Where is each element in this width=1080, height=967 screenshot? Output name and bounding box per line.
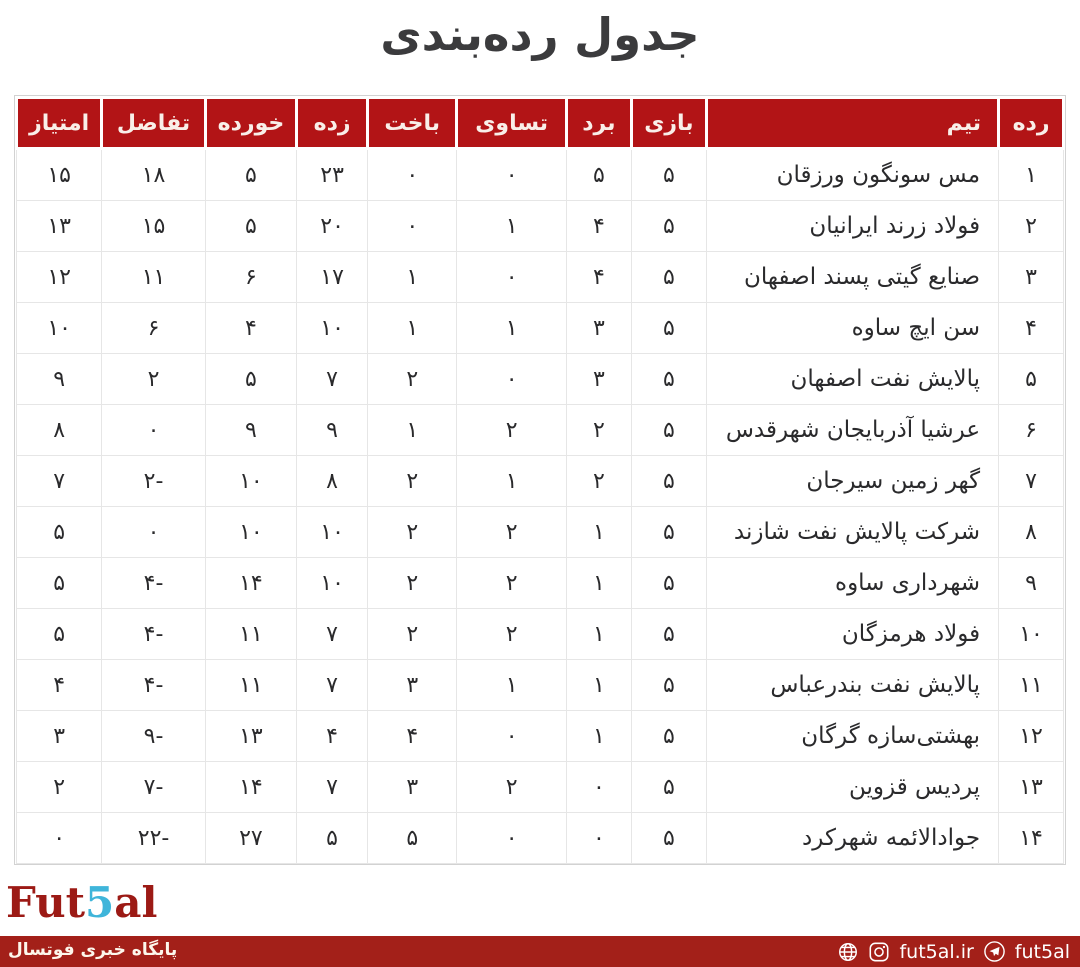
losses-cell: ۲ <box>368 354 457 405</box>
table-row <box>17 405 1064 456</box>
globe-icon[interactable] <box>837 941 859 963</box>
wins-cell: ۵ <box>566 149 631 201</box>
goals-for-cell: ۲۳ <box>297 149 368 201</box>
losses-cell: ۲ <box>368 456 457 507</box>
goals-against-cell: ۱۰ <box>205 507 296 558</box>
rank-cell: ۱۱ <box>999 660 1064 711</box>
played-cell: ۵ <box>631 507 706 558</box>
points-cell: ۵ <box>17 609 102 660</box>
page-title: جدول رده‌بندی <box>380 8 700 61</box>
goals-against-cell: ۱۳ <box>205 711 296 762</box>
standings-table <box>15 96 1065 864</box>
draws-cell: ۱ <box>457 660 567 711</box>
team-cell: جوادالائمه شهرکرد <box>706 813 998 864</box>
table-header <box>17 98 1064 149</box>
logo-text-5: 5 <box>85 878 115 927</box>
rank-cell: ۱۲ <box>999 711 1064 762</box>
goals-against-cell: ۲۷ <box>205 813 296 864</box>
losses-cell: ۳ <box>368 762 457 813</box>
draws-cell: ۲ <box>457 507 567 558</box>
goals-for-cell: ۸ <box>297 456 368 507</box>
wins-cell: ۳ <box>566 354 631 405</box>
team-cell: مس سونگون ورزقان <box>706 149 998 201</box>
header-losses: باخت <box>368 98 457 149</box>
goal-diff-cell: ۱۱ <box>102 252 205 303</box>
rank-cell: ۱ <box>999 149 1064 201</box>
fut5al-logo <box>6 880 157 926</box>
played-cell: ۵ <box>631 456 706 507</box>
rank-cell: ۱۴ <box>999 813 1064 864</box>
draws-cell: ۱ <box>457 201 567 252</box>
rank-cell: ۷ <box>999 456 1064 507</box>
header-row <box>17 98 1064 149</box>
standings-body <box>17 149 1064 864</box>
draws-cell: ۰ <box>457 354 567 405</box>
goal-diff-cell: ۰ <box>102 405 205 456</box>
wins-cell: ۰ <box>566 762 631 813</box>
rank-cell: ۱۰ <box>999 609 1064 660</box>
table-row <box>17 660 1064 711</box>
goals-for-cell: ۱۷ <box>297 252 368 303</box>
table-row <box>17 609 1064 660</box>
table-row <box>17 507 1064 558</box>
points-cell: ۱۲ <box>17 252 102 303</box>
draws-cell: ۱ <box>457 456 567 507</box>
header-rank: رده <box>999 98 1064 149</box>
played-cell: ۵ <box>631 354 706 405</box>
logo-text-fut: Fut <box>6 878 86 927</box>
goals-against-cell: ۱۴ <box>205 762 296 813</box>
points-cell: ۲ <box>17 762 102 813</box>
goals-against-cell: ۱۰ <box>205 456 296 507</box>
points-cell: ۰ <box>17 813 102 864</box>
team-cell: پردیس قزوین <box>706 762 998 813</box>
losses-cell: ۴ <box>368 711 457 762</box>
losses-cell: ۲ <box>368 558 457 609</box>
points-cell: ۳ <box>17 711 102 762</box>
goals-against-cell: ۱۱ <box>205 660 296 711</box>
goal-diff-cell: ۴- <box>102 609 205 660</box>
draws-cell: ۲ <box>457 762 567 813</box>
wins-cell: ۰ <box>566 813 631 864</box>
goal-diff-cell: ۹- <box>102 711 205 762</box>
footer-social <box>837 936 1070 967</box>
goals-against-cell: ۶ <box>205 252 296 303</box>
played-cell: ۵ <box>631 558 706 609</box>
played-cell: ۵ <box>631 252 706 303</box>
losses-cell: ۲ <box>368 507 457 558</box>
wins-cell: ۲ <box>566 456 631 507</box>
losses-cell: ۳ <box>368 660 457 711</box>
wins-cell: ۴ <box>566 252 631 303</box>
losses-cell: ۲ <box>368 609 457 660</box>
points-cell: ۴ <box>17 660 102 711</box>
played-cell: ۵ <box>631 660 706 711</box>
played-cell: ۵ <box>631 711 706 762</box>
wins-cell: ۳ <box>566 303 631 354</box>
logo-text-al: al <box>114 878 158 927</box>
wins-cell: ۱ <box>566 660 631 711</box>
points-cell: ۱۰ <box>17 303 102 354</box>
draws-cell: ۲ <box>457 558 567 609</box>
wins-cell: ۴ <box>566 201 631 252</box>
points-cell: ۱۳ <box>17 201 102 252</box>
header-draws: تساوی <box>457 98 567 149</box>
goal-diff-cell: ۴- <box>102 660 205 711</box>
played-cell: ۵ <box>631 813 706 864</box>
played-cell: ۵ <box>631 609 706 660</box>
points-cell: ۵ <box>17 507 102 558</box>
instagram-icon[interactable] <box>868 941 890 963</box>
rank-cell: ۸ <box>999 507 1064 558</box>
header-goals-for: زده <box>297 98 368 149</box>
table-row <box>17 354 1064 405</box>
header-points: امتیاز <box>17 98 102 149</box>
draws-cell: ۱ <box>457 303 567 354</box>
played-cell: ۵ <box>631 149 706 201</box>
rank-cell: ۳ <box>999 252 1064 303</box>
goals-against-cell: ۱۱ <box>205 609 296 660</box>
points-cell: ۱۵ <box>17 149 102 201</box>
wins-cell: ۲ <box>566 405 631 456</box>
played-cell: ۵ <box>631 201 706 252</box>
goal-diff-cell: ۱۵ <box>102 201 205 252</box>
goal-diff-cell: ۴- <box>102 558 205 609</box>
losses-cell: ۱ <box>368 252 457 303</box>
goals-against-cell: ۵ <box>205 201 296 252</box>
goals-for-cell: ۷ <box>297 609 368 660</box>
table-row <box>17 303 1064 354</box>
table-row <box>17 201 1064 252</box>
team-cell: شرکت پالایش نفت شازند <box>706 507 998 558</box>
wins-cell: ۱ <box>566 609 631 660</box>
played-cell: ۵ <box>631 303 706 354</box>
goal-diff-cell: ۲۲- <box>102 813 205 864</box>
goal-diff-cell: ۰ <box>102 507 205 558</box>
team-cell: صنایع گیتی پسند اصفهان <box>706 252 998 303</box>
wins-cell: ۱ <box>566 507 631 558</box>
goals-for-cell: ۵ <box>297 813 368 864</box>
draws-cell: ۲ <box>457 405 567 456</box>
goals-for-cell: ۱۰ <box>297 558 368 609</box>
wins-cell: ۱ <box>566 711 631 762</box>
wins-cell: ۱ <box>566 558 631 609</box>
team-cell: پالایش نفت بندرعباس <box>706 660 998 711</box>
goals-for-cell: ۱۰ <box>297 507 368 558</box>
goal-diff-cell: ۲- <box>102 456 205 507</box>
goal-diff-cell: ۲ <box>102 354 205 405</box>
losses-cell: ۱ <box>368 405 457 456</box>
draws-cell: ۰ <box>457 149 567 201</box>
goals-for-cell: ۱۰ <box>297 303 368 354</box>
played-cell: ۵ <box>631 762 706 813</box>
header-goal-diff: تفاضل <box>102 98 205 149</box>
table-row <box>17 456 1064 507</box>
goal-diff-cell: ۷- <box>102 762 205 813</box>
points-cell: ۵ <box>17 558 102 609</box>
team-cell: فولاد هرمزگان <box>706 609 998 660</box>
draws-cell: ۰ <box>457 711 567 762</box>
losses-cell: ۰ <box>368 201 457 252</box>
team-cell: عرشیا آذربایجان شهرقدس <box>706 405 998 456</box>
points-cell: ۸ <box>17 405 102 456</box>
table-row <box>17 762 1064 813</box>
goals-against-cell: ۵ <box>205 354 296 405</box>
goals-against-cell: ۹ <box>205 405 296 456</box>
table-row <box>17 149 1064 201</box>
goals-for-cell: ۷ <box>297 762 368 813</box>
team-cell: سن ایچ ساوه <box>706 303 998 354</box>
rank-cell: ۵ <box>999 354 1064 405</box>
telegram-handle[interactable]: fut5al <box>1014 940 1070 963</box>
goal-diff-cell: ۱۸ <box>102 149 205 201</box>
rank-cell: ۹ <box>999 558 1064 609</box>
played-cell: ۵ <box>631 405 706 456</box>
points-cell: ۹ <box>17 354 102 405</box>
team-cell: بهشتی‌سازه گرگان <box>706 711 998 762</box>
losses-cell: ۰ <box>368 149 457 201</box>
draws-cell: ۰ <box>457 813 567 864</box>
rank-cell: ۶ <box>999 405 1064 456</box>
goal-diff-cell: ۶ <box>102 303 205 354</box>
telegram-icon[interactable] <box>983 940 1006 963</box>
footer-bar <box>0 936 1080 967</box>
standings-table-wrapper <box>14 95 1066 865</box>
losses-cell: ۵ <box>368 813 457 864</box>
goals-for-cell: ۷ <box>297 660 368 711</box>
team-cell: شهرداری ساوه <box>706 558 998 609</box>
goals-against-cell: ۵ <box>205 149 296 201</box>
team-cell: فولاد زرند ایرانیان <box>706 201 998 252</box>
footer-tagline: پایگاه خبری فوتسال <box>8 940 178 960</box>
rank-cell: ۱۳ <box>999 762 1064 813</box>
header-goals-against: خورده <box>205 98 296 149</box>
goals-for-cell: ۴ <box>297 711 368 762</box>
draws-cell: ۰ <box>457 252 567 303</box>
goals-for-cell: ۲۰ <box>297 201 368 252</box>
table-row <box>17 252 1064 303</box>
team-cell: پالایش نفت اصفهان <box>706 354 998 405</box>
table-row <box>17 711 1064 762</box>
points-cell: ۷ <box>17 456 102 507</box>
header-team: تیم <box>706 98 998 149</box>
website-link[interactable]: fut5al.ir <box>899 940 974 963</box>
losses-cell: ۱ <box>368 303 457 354</box>
team-cell: گهر زمین سیرجان <box>706 456 998 507</box>
header-wins: برد <box>566 98 631 149</box>
table-row <box>17 558 1064 609</box>
goals-for-cell: ۷ <box>297 354 368 405</box>
rank-cell: ۴ <box>999 303 1064 354</box>
rank-cell: ۲ <box>999 201 1064 252</box>
goals-against-cell: ۴ <box>205 303 296 354</box>
table-row <box>17 813 1064 864</box>
goals-for-cell: ۹ <box>297 405 368 456</box>
draws-cell: ۲ <box>457 609 567 660</box>
header-played: بازی <box>631 98 706 149</box>
goals-against-cell: ۱۴ <box>205 558 296 609</box>
